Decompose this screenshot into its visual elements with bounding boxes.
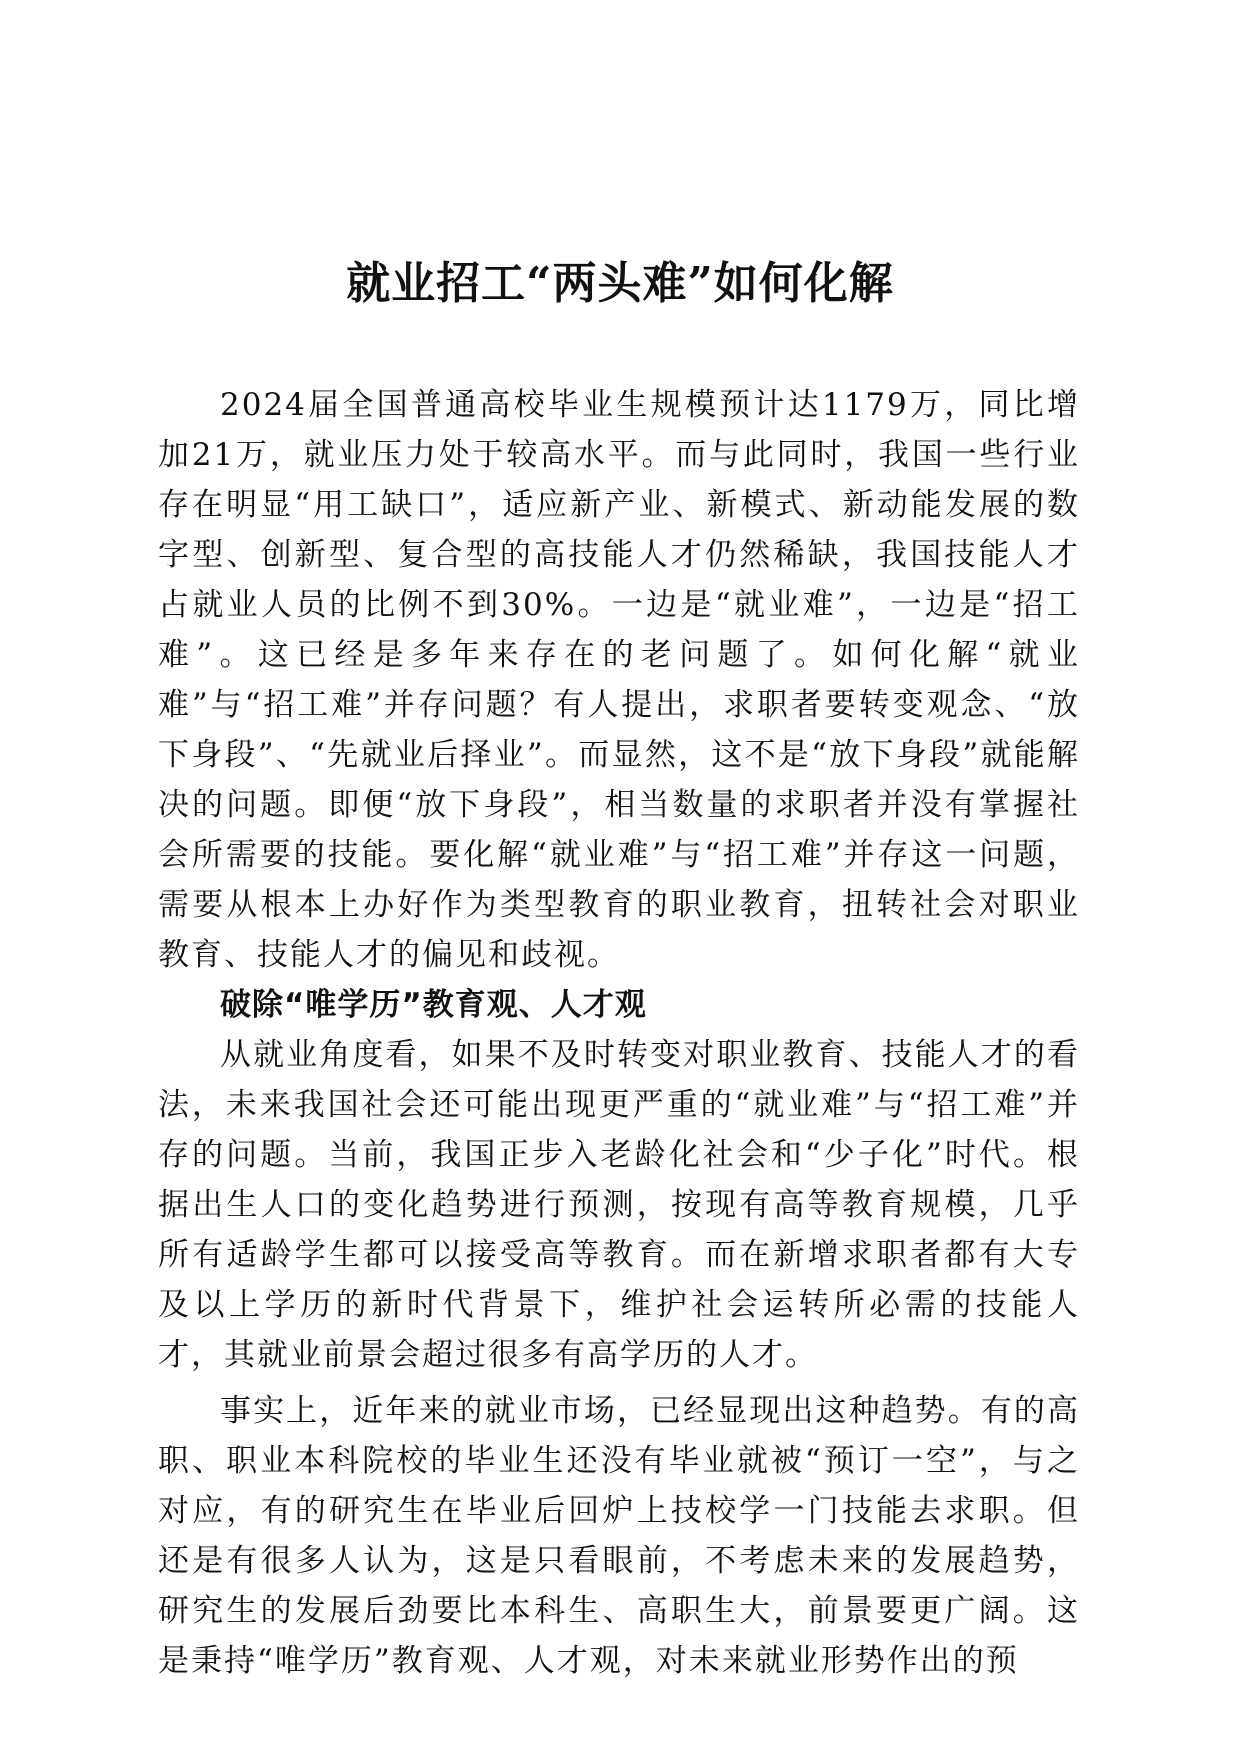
section-paragraph-1: 从就业角度看，如果不及时转变对职业教育、技能人才的看法，未来我国社会还可能出现更严重的“就业难”与“招工难”并存的问题。当前，我国正步入老龄化社会和“少子化”时代。根据出生人口的变化趋势进行预测，按现有高等教育规模，几乎所有适龄学生都可以接受高等教育。而在新增求职者都有大专及以上学历的新时代背景下，维护社会运转所必需的技能人才，其就业前景会超过很多有高学历的人才。 [158, 1037, 1080, 1373]
section-paragraph-2: 事实上，近年来的就业市场，已经显现出这种趋势。有的高职、职业本科院校的毕业生还没有毕业就被“预订一空”，与之对应，有的研究生在毕业后回炉上技校学一门技能去求职。但还是有很多人认为，这是只看眼前，不考虑未来的发展趋势，研究生的发展后劲要比本科生、高职生大，前景要更广阔。这是秉持“唯学历”教育观、人才观，对未来就业形势作出的预 [158, 1393, 1080, 1679]
intro-paragraph: 2024届全国普通高校毕业生规模预计达1179万，同比增加21万，就业压力处于较高水平。而与此同时，我国一些行业存在明显“用工缺口”，适应新产业、新模式、新动能发展的数字型、创新型、复合型的高技能人才仍然稀缺，我国技能人才占就业人员的比例不到30%。一边是“就业难”，一边是“招工难”。这已经是多年来存在的老问题了。如何化解“就业难”与“招工难”并存问题？有人提出，求职者要转变观念、“放下身段”、“先就业后择业”。而显然，这不是“放下身段”就能解决的问题。即便“放下身段”，相当数量的求职者并没有掌握社会所需要的技能。要化解“就业难”与“招工难”并存这一问题，需要从根本上办好作为类型教育的职业教育，扭转社会对职业教育、技能人才的偏见和歧视。 [158, 387, 1080, 973]
section-heading: 破除“唯学历”教育观、人才观 [220, 987, 647, 1023]
document-body [158, 380, 1080, 1686]
document-title: 就业招工“两头难”如何化解 [346, 258, 894, 309]
